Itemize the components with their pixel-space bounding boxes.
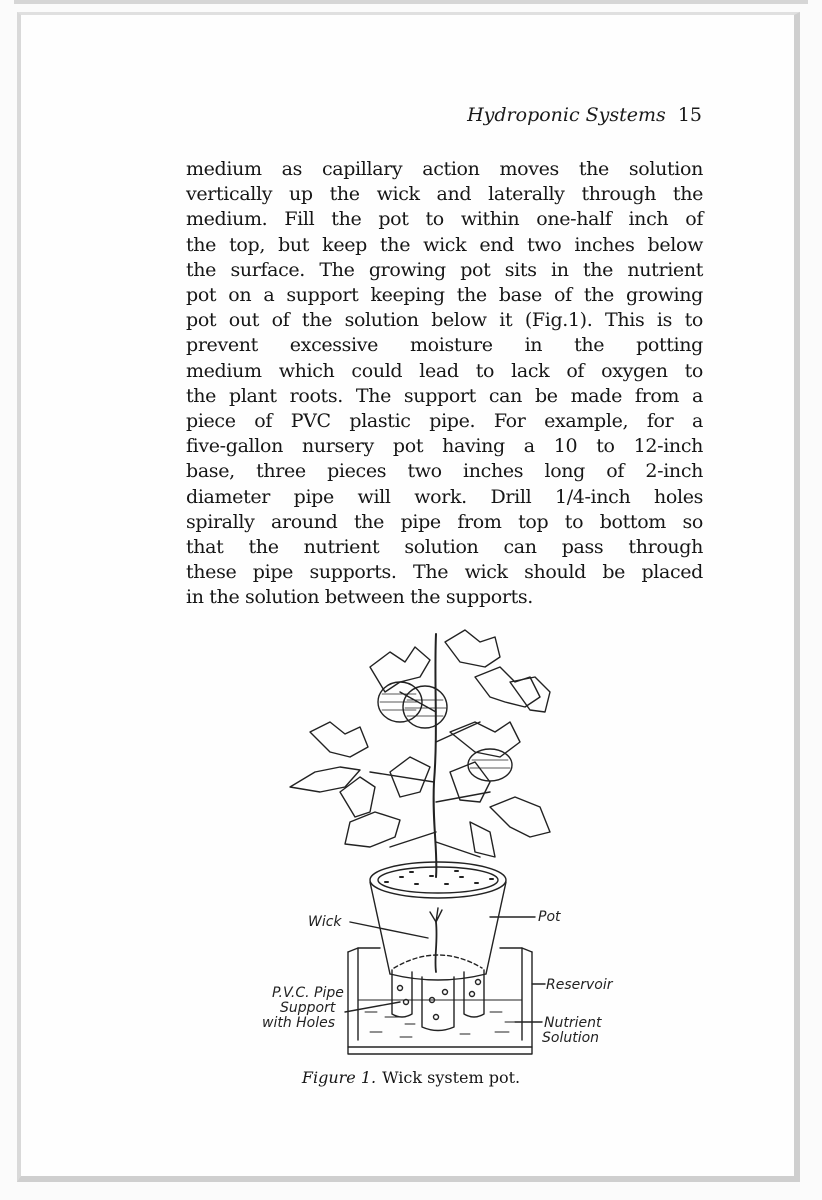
text-line: medium which could lead to lack of oxygen to [186,359,703,382]
wick-system-illustration [250,622,630,1062]
label-wick: Wick [308,914,342,930]
text-line: piece of PVC plastic pipe. For example, for a [186,410,703,433]
figure-label: Figure 1. [301,1068,377,1087]
text-line: in the solution between the supports. [186,586,533,609]
text-line: five-gallon nursery pot having a 10 to 12-inch [186,435,703,458]
text-line: pot on a support keeping the base of the growing [186,284,703,307]
label-nutrient: Nutrient [544,1015,602,1031]
label-pvc-holes: with Holes [262,1015,336,1031]
text-line: base, three pieces two inches long of 2-inch [186,460,703,483]
plant-pot-drawing [250,622,630,1062]
label-pot: Pot [538,909,561,925]
label-reservoir: Reservoir [546,977,613,993]
label-pvc-support: Support [280,1000,336,1016]
text-line: the top, but keep the wick end two inches below [186,233,703,256]
text-line: the plant roots. The support can be made from a [186,384,703,407]
text-line: spirally around the pipe from top to bottom so [186,510,703,533]
text-line: these pipe supports. The wick should be placed [186,561,703,584]
text-line: the surface. The growing pot sits in the nutrient [186,258,703,281]
text-line: pot out of the solution below it (Fig.1). This is to [186,309,703,332]
label-pvc-pipe: P.V.C. Pipe [272,985,344,1001]
label-solution: Solution [542,1030,600,1046]
page-number: 15 [677,104,702,126]
text-line: vertically up the wick and laterally through the [186,183,703,206]
figure-caption-text: Wick system pot. [382,1068,521,1087]
text-line: diameter pipe will work. Drill 1/4-inch holes [186,485,703,508]
text-line: that the nutrient solution can pass through [186,536,703,559]
body-paragraph [186,157,703,611]
text-line: medium. Fill the pot to within one-half inch of [186,208,703,231]
running-head [467,104,702,126]
chapter-title: Hydroponic Systems [467,104,666,126]
text-line: prevent excessive moisture in the potting [186,334,703,357]
text-line: medium as capillary action moves the solution [186,158,703,180]
figure-caption [0,1068,822,1087]
previous-page-edge [14,0,808,4]
